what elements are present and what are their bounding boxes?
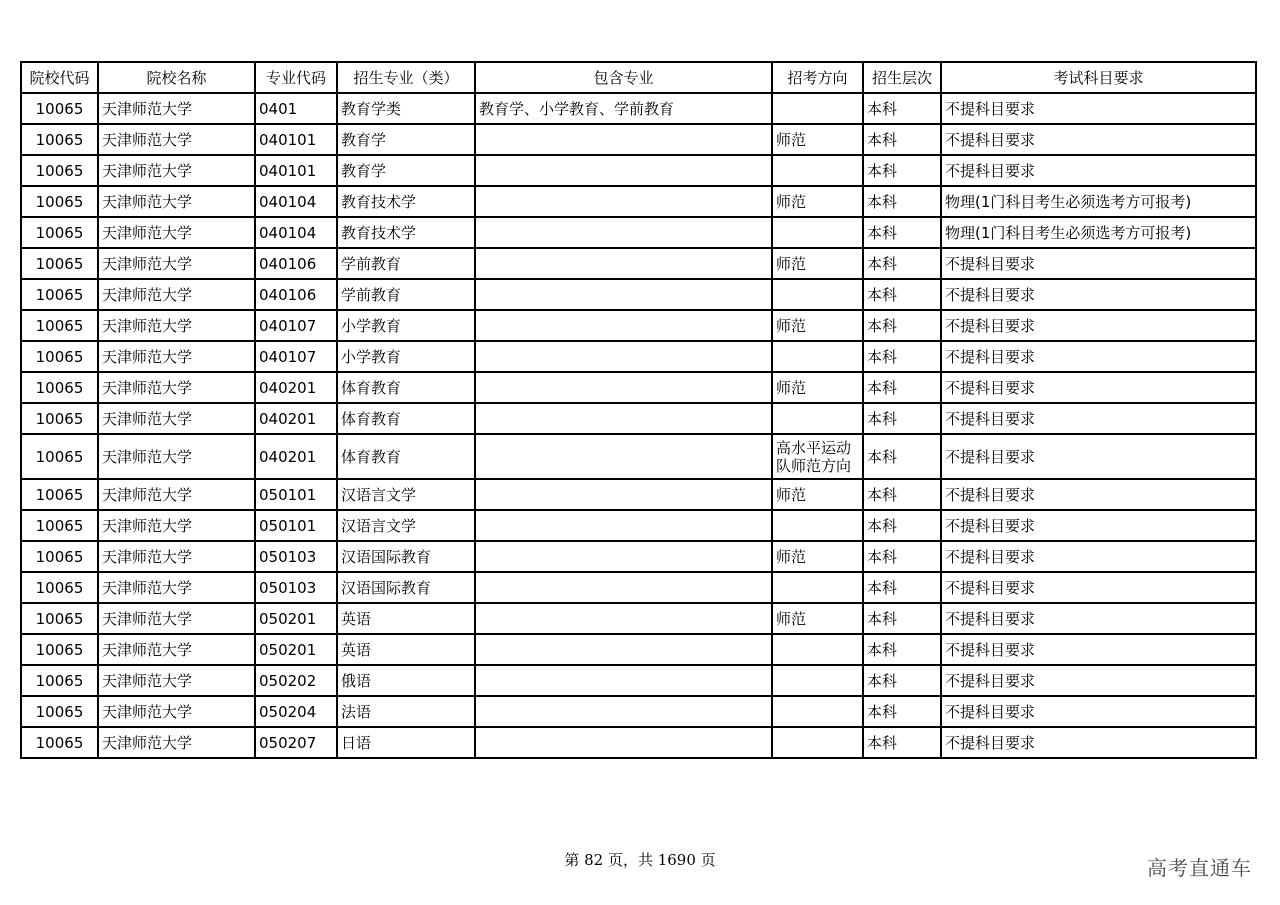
cell-subject-requirement: 不提科目要求 — [941, 727, 1256, 758]
cell-included-majors — [475, 186, 772, 217]
header-major: 招生专业（类） — [337, 62, 475, 93]
cell-subject-requirement: 不提科目要求 — [941, 279, 1256, 310]
cell-school-code: 10065 — [21, 434, 98, 479]
cell-major-code: 050103 — [255, 541, 337, 572]
table-row — [21, 634, 1256, 665]
cell-direction — [772, 341, 863, 372]
cell-major: 汉语言文学 — [337, 479, 475, 510]
cell-level: 本科 — [863, 155, 941, 186]
cell-level: 本科 — [863, 248, 941, 279]
cell-major-code: 040106 — [255, 279, 337, 310]
cell-included-majors — [475, 479, 772, 510]
cell-subject-requirement: 不提科目要求 — [941, 696, 1256, 727]
cell-school-name: 天津师范大学 — [98, 279, 255, 310]
cell-included-majors — [475, 541, 772, 572]
cell-major-code: 040101 — [255, 155, 337, 186]
cell-direction — [772, 510, 863, 541]
cell-level: 本科 — [863, 93, 941, 124]
header-row — [21, 62, 1256, 93]
cell-school-code: 10065 — [21, 155, 98, 186]
table-row — [21, 572, 1256, 603]
cell-level: 本科 — [863, 217, 941, 248]
cell-included-majors: 教育学、小学教育、学前教育 — [475, 93, 772, 124]
cell-subject-requirement: 不提科目要求 — [941, 372, 1256, 403]
cell-included-majors — [475, 696, 772, 727]
cell-school-code: 10065 — [21, 479, 98, 510]
cell-subject-requirement: 不提科目要求 — [941, 155, 1256, 186]
cell-school-name: 天津师范大学 — [98, 310, 255, 341]
table-row — [21, 279, 1256, 310]
cell-school-name: 天津师范大学 — [98, 434, 255, 479]
cell-school-name: 天津师范大学 — [98, 541, 255, 572]
cell-major: 小学教育 — [337, 310, 475, 341]
table-row — [21, 124, 1256, 155]
cell-school-name: 天津师范大学 — [98, 248, 255, 279]
cell-major-code: 0401 — [255, 93, 337, 124]
cell-school-name: 天津师范大学 — [98, 186, 255, 217]
cell-subject-requirement: 不提科目要求 — [941, 665, 1256, 696]
cell-school-name: 天津师范大学 — [98, 479, 255, 510]
cell-level: 本科 — [863, 279, 941, 310]
cell-major: 学前教育 — [337, 279, 475, 310]
cell-included-majors — [475, 372, 772, 403]
cell-direction — [772, 634, 863, 665]
cell-level: 本科 — [863, 341, 941, 372]
cell-subject-requirement: 不提科目要求 — [941, 434, 1256, 479]
cell-major-code: 040106 — [255, 248, 337, 279]
cell-major: 俄语 — [337, 665, 475, 696]
cell-included-majors — [475, 634, 772, 665]
table-row — [21, 341, 1256, 372]
cell-level: 本科 — [863, 372, 941, 403]
cell-school-code: 10065 — [21, 665, 98, 696]
table-row — [21, 310, 1256, 341]
cell-subject-requirement: 不提科目要求 — [941, 634, 1256, 665]
admission-table — [20, 61, 1257, 759]
cell-subject-requirement: 不提科目要求 — [941, 541, 1256, 572]
header-school-name: 院校名称 — [98, 62, 255, 93]
cell-school-code: 10065 — [21, 372, 98, 403]
cell-direction — [772, 572, 863, 603]
cell-major-code: 050201 — [255, 603, 337, 634]
table-row — [21, 155, 1256, 186]
cell-direction — [772, 155, 863, 186]
cell-level: 本科 — [863, 479, 941, 510]
cell-subject-requirement: 不提科目要求 — [941, 341, 1256, 372]
cell-major: 汉语国际教育 — [337, 572, 475, 603]
table-row — [21, 603, 1256, 634]
cell-subject-requirement: 物理(1门科目考生必须选考方可报考) — [941, 217, 1256, 248]
cell-school-name: 天津师范大学 — [98, 217, 255, 248]
page-footer: 第 82 页，共 1690 页 — [564, 851, 716, 869]
cell-major-code: 040201 — [255, 372, 337, 403]
cell-school-name: 天津师范大学 — [98, 603, 255, 634]
cell-school-code: 10065 — [21, 634, 98, 665]
cell-major: 体育教育 — [337, 403, 475, 434]
cell-major: 英语 — [337, 603, 475, 634]
cell-school-code: 10065 — [21, 696, 98, 727]
cell-subject-requirement: 不提科目要求 — [941, 310, 1256, 341]
cell-major-code: 050101 — [255, 510, 337, 541]
cell-included-majors — [475, 434, 772, 479]
cell-major-code: 050103 — [255, 572, 337, 603]
cell-major: 英语 — [337, 634, 475, 665]
cell-school-name: 天津师范大学 — [98, 696, 255, 727]
cell-school-name: 天津师范大学 — [98, 341, 255, 372]
cell-major-code: 040104 — [255, 186, 337, 217]
cell-level: 本科 — [863, 727, 941, 758]
cell-subject-requirement: 不提科目要求 — [941, 572, 1256, 603]
cell-direction: 师范 — [772, 479, 863, 510]
cell-level: 本科 — [863, 696, 941, 727]
cell-major: 汉语国际教育 — [337, 541, 475, 572]
cell-major-code: 040104 — [255, 217, 337, 248]
cell-direction: 高水平运动队师范方向 — [772, 434, 863, 479]
cell-level: 本科 — [863, 124, 941, 155]
cell-direction: 师范 — [772, 541, 863, 572]
cell-major: 体育教育 — [337, 372, 475, 403]
cell-subject-requirement: 不提科目要求 — [941, 510, 1256, 541]
header-included-majors: 包含专业 — [475, 62, 772, 93]
table-row — [21, 403, 1256, 434]
header-level: 招生层次 — [863, 62, 941, 93]
table-row — [21, 217, 1256, 248]
cell-major-code: 040201 — [255, 434, 337, 479]
table-row — [21, 665, 1256, 696]
table-row — [21, 479, 1256, 510]
cell-major: 教育学类 — [337, 93, 475, 124]
cell-level: 本科 — [863, 434, 941, 479]
cell-included-majors — [475, 341, 772, 372]
cell-direction: 师范 — [772, 372, 863, 403]
table-row — [21, 248, 1256, 279]
table-row — [21, 510, 1256, 541]
cell-major: 日语 — [337, 727, 475, 758]
cell-level: 本科 — [863, 403, 941, 434]
header-subject-requirement: 考试科目要求 — [941, 62, 1256, 93]
cell-included-majors — [475, 510, 772, 541]
cell-school-code: 10065 — [21, 603, 98, 634]
cell-level: 本科 — [863, 665, 941, 696]
cell-direction — [772, 665, 863, 696]
cell-subject-requirement: 不提科目要求 — [941, 479, 1256, 510]
cell-level: 本科 — [863, 186, 941, 217]
table-row — [21, 434, 1256, 479]
cell-subject-requirement: 不提科目要求 — [941, 603, 1256, 634]
cell-major: 法语 — [337, 696, 475, 727]
cell-direction: 师范 — [772, 186, 863, 217]
cell-major: 教育技术学 — [337, 217, 475, 248]
cell-direction — [772, 217, 863, 248]
cell-school-code: 10065 — [21, 217, 98, 248]
cell-major-code: 040101 — [255, 124, 337, 155]
cell-school-code: 10065 — [21, 727, 98, 758]
cell-major-code: 050101 — [255, 479, 337, 510]
cell-major-code: 040107 — [255, 310, 337, 341]
table-row — [21, 372, 1256, 403]
cell-major: 教育学 — [337, 155, 475, 186]
table-row — [21, 727, 1256, 758]
cell-school-code: 10065 — [21, 279, 98, 310]
cell-school-code: 10065 — [21, 93, 98, 124]
cell-included-majors — [475, 665, 772, 696]
cell-school-code: 10065 — [21, 310, 98, 341]
cell-school-code: 10065 — [21, 186, 98, 217]
watermark-logo: 高考直通车 — [1147, 856, 1252, 880]
cell-level: 本科 — [863, 510, 941, 541]
table-row — [21, 93, 1256, 124]
cell-major-code: 040201 — [255, 403, 337, 434]
cell-level: 本科 — [863, 572, 941, 603]
cell-level: 本科 — [863, 603, 941, 634]
cell-included-majors — [475, 248, 772, 279]
cell-school-code: 10065 — [21, 248, 98, 279]
cell-included-majors — [475, 603, 772, 634]
cell-direction: 师范 — [772, 310, 863, 341]
cell-included-majors — [475, 403, 772, 434]
cell-included-majors — [475, 572, 772, 603]
cell-included-majors — [475, 279, 772, 310]
cell-subject-requirement: 物理(1门科目考生必须选考方可报考) — [941, 186, 1256, 217]
cell-level: 本科 — [863, 634, 941, 665]
header-major-code: 专业代码 — [255, 62, 337, 93]
cell-included-majors — [475, 217, 772, 248]
cell-direction — [772, 93, 863, 124]
cell-major-code: 050204 — [255, 696, 337, 727]
cell-subject-requirement: 不提科目要求 — [941, 403, 1256, 434]
cell-direction — [772, 727, 863, 758]
cell-school-name: 天津师范大学 — [98, 403, 255, 434]
cell-major: 汉语言文学 — [337, 510, 475, 541]
cell-school-code: 10065 — [21, 341, 98, 372]
table-row — [21, 186, 1256, 217]
cell-school-name: 天津师范大学 — [98, 155, 255, 186]
cell-school-name: 天津师范大学 — [98, 510, 255, 541]
cell-major: 教育技术学 — [337, 186, 475, 217]
cell-major: 学前教育 — [337, 248, 475, 279]
cell-direction — [772, 279, 863, 310]
cell-major: 体育教育 — [337, 434, 475, 479]
cell-major-code: 040107 — [255, 341, 337, 372]
cell-school-code: 10065 — [21, 124, 98, 155]
cell-direction — [772, 696, 863, 727]
cell-included-majors — [475, 124, 772, 155]
cell-major-code: 050201 — [255, 634, 337, 665]
table-row — [21, 541, 1256, 572]
cell-school-name: 天津师范大学 — [98, 372, 255, 403]
cell-school-code: 10065 — [21, 403, 98, 434]
cell-school-code: 10065 — [21, 572, 98, 603]
cell-major-code: 050207 — [255, 727, 337, 758]
cell-level: 本科 — [863, 541, 941, 572]
cell-school-name: 天津师范大学 — [98, 634, 255, 665]
header-school-code: 院校代码 — [21, 62, 98, 93]
cell-school-code: 10065 — [21, 541, 98, 572]
cell-school-code: 10065 — [21, 510, 98, 541]
cell-major: 教育学 — [337, 124, 475, 155]
table-row — [21, 696, 1256, 727]
table-body — [21, 93, 1256, 758]
cell-subject-requirement: 不提科目要求 — [941, 124, 1256, 155]
cell-school-name: 天津师范大学 — [98, 727, 255, 758]
cell-subject-requirement: 不提科目要求 — [941, 248, 1256, 279]
cell-major: 小学教育 — [337, 341, 475, 372]
cell-direction: 师范 — [772, 603, 863, 634]
cell-direction — [772, 403, 863, 434]
cell-school-name: 天津师范大学 — [98, 93, 255, 124]
cell-included-majors — [475, 155, 772, 186]
cell-direction: 师范 — [772, 124, 863, 155]
cell-subject-requirement: 不提科目要求 — [941, 93, 1256, 124]
cell-direction: 师范 — [772, 248, 863, 279]
cell-major-code: 050202 — [255, 665, 337, 696]
cell-school-name: 天津师范大学 — [98, 665, 255, 696]
cell-included-majors — [475, 727, 772, 758]
cell-school-name: 天津师范大学 — [98, 572, 255, 603]
header-direction: 招考方向 — [772, 62, 863, 93]
cell-included-majors — [475, 310, 772, 341]
cell-school-name: 天津师范大学 — [98, 124, 255, 155]
cell-level: 本科 — [863, 310, 941, 341]
